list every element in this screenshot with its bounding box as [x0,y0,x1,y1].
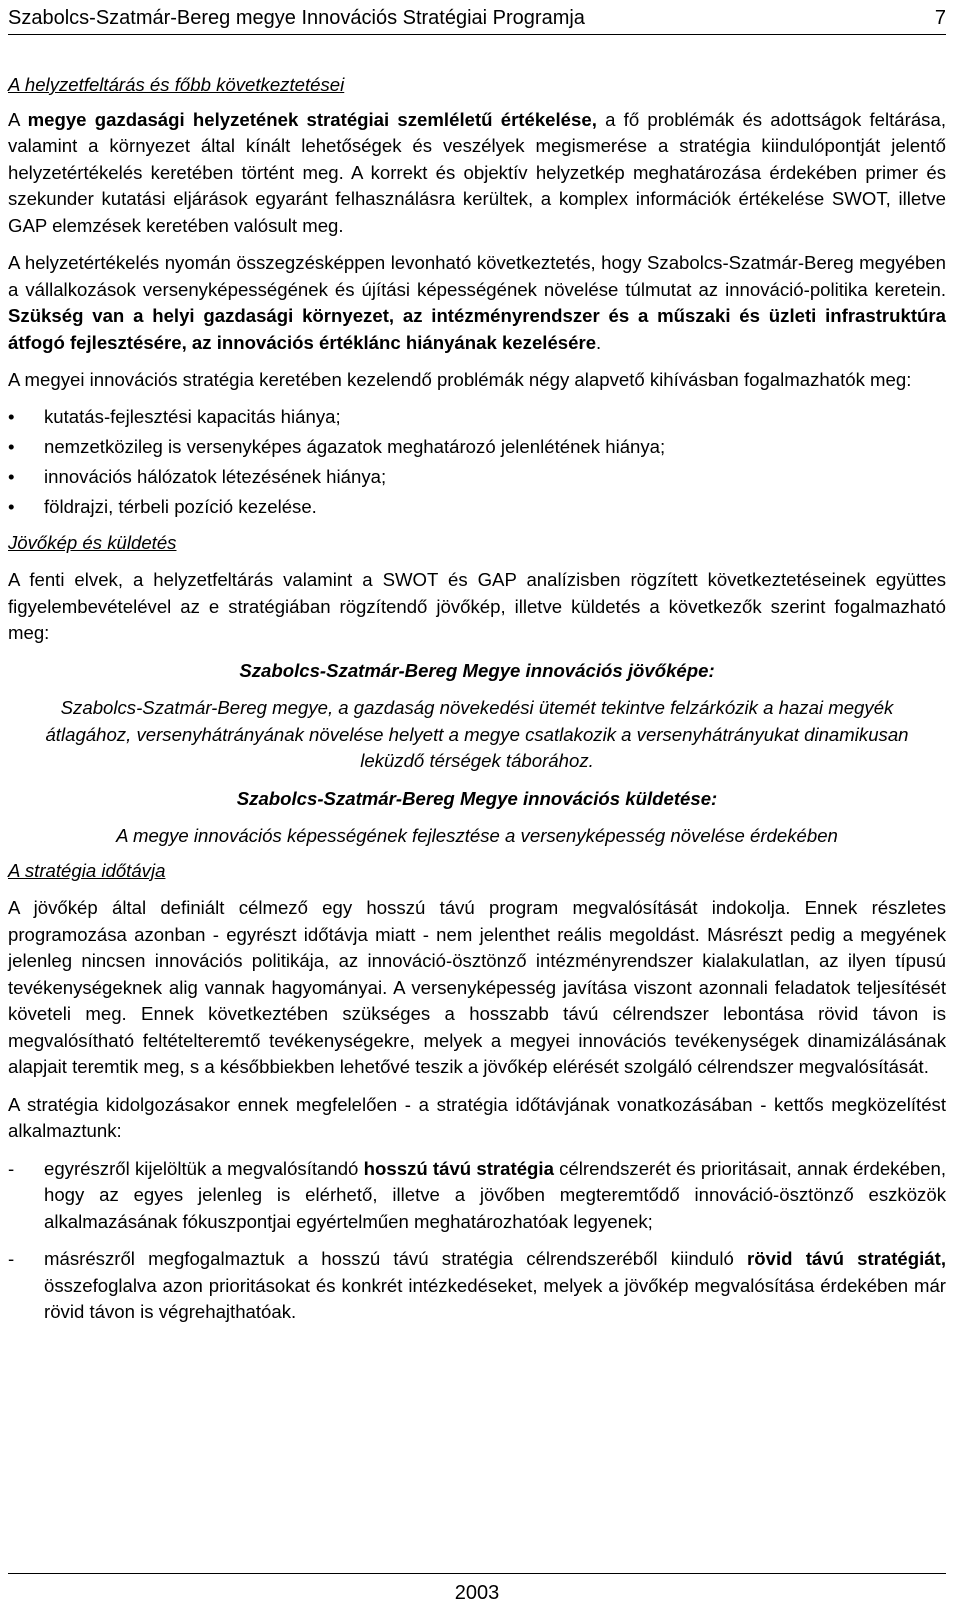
text-run: célrendszerét és prioritásait, annak érdekében, hogy az egyes jelenleg is elérhető, illetve a jövőben megteremtődő innováció-ösztönző eszközök alkalmazásának fókuszpontjai egyértelműen meghatározhatóak legyenek; [44,1157,946,1232]
list-item-text [44,1156,946,1236]
bold-run: rövid távú stratégiát, [747,1248,946,1269]
section-heading-timeframe: A stratégia időtávja [8,859,166,881]
bold-run: Szükség van a helyi gazdasági környezet, az intézményrendszer és a műszaki és üzleti infrastruktúra átfogó fejlesztésére, az innovációs értéklánc hiányának kezelésére [8,305,946,353]
list-item [8,432,946,462]
text-run: másrészről megfogalmaztuk a hosszú távú stratégia célrendszeréből kiinduló [44,1248,748,1269]
list-item-text [44,1246,946,1326]
dash-marker: - [8,1248,15,1269]
section-heading-situation: A helyzetfeltárás és főbb következtetései [8,74,345,95]
dash-marker: - [8,1157,15,1179]
paragraph-timeframe-2: A stratégia kidolgozásakor ennek megfelelően - a stratégia időtávjának vonatkozásában - kettős megközelítést alkalmaztunk: [8,1093,946,1141]
list-item [8,1246,946,1326]
bullet-icon: • [8,435,15,457]
document-title: Szabolcs-Szatmár-Bereg megye Innovációs Stratégiai Programja [8,6,585,29]
mission-text: A megye innovációs képességének fejlesztése a versenyképesség növelése érdekében [116,825,838,846]
text-run: A [8,108,28,130]
list-item [8,462,946,492]
paragraph-vision-intro: A fenti elvek, a helyzetfeltárás valamint a SWOT és GAP analízisben rögzített következtetéseinek együttes figyelembevételével az e stratégiában rögzítendő jövőkép, illetve küldetés a következők szerint fogalmazható meg: [8,569,946,643]
bullet-icon: • [8,495,15,517]
footer-year: 2003 [454,1582,500,1604]
list-item-text: nemzetközileg is versenyképes ágazatok meghatározó jelenlétének hiánya; [44,435,666,457]
paragraph-situation-1 [8,107,946,240]
section-heading-vision: Jövőkép és küldetés [8,531,177,553]
paragraph-situation-2 [8,250,946,356]
page-footer [8,1573,946,1613]
bullet-icon: • [8,465,15,487]
bullet-icon: • [8,405,15,427]
list-item [8,1156,946,1236]
bold-run: hosszú távú stratégia [363,1157,554,1179]
vision-title: Szabolcs-Szatmár-Bereg Megye innovációs jövőképe: [239,659,715,681]
page-header [8,2,946,35]
list-item [8,402,946,432]
list-item-text: földrajzi, térbeli pozíció kezelése. [44,495,317,517]
paragraph-challenges: A megyei innovációs stratégia keretében kezelendő problémák négy alapvető kihívásban fogalmazhatók meg: [8,369,912,390]
page-content [8,72,946,1326]
vision-text: Szabolcs-Szatmár-Bereg megye, a gazdaság növekedési ütemét tekintve felzárkózik a hazai megyék átlagához, versenyhátrányának növelése helyett a megye csatlakozik a versenyhátrányukat dinamikusan leküzdő térségek táborához. [45,697,909,771]
page-number: 7 [934,6,946,29]
list-item [8,492,946,522]
paragraph-timeframe-1: A jövőkép által definiált célmező egy hosszú távú program megvalósítását indokolja. Ennek részletes programozása azonban - egyrészt időtávja miatt - nem jelenthet reális megoldást. Másrészt pedig a megyének jelenleg nincsen innovációs politikája, az innováció-ösztönző intézményrendszer kialakulatlan, az ilyen típusú tevékenységeknek alig vannak hagyományai. A versenyképesség javítása viszont azonnali feladatok teljesítését követeli meg. Ennek következtében szükséges a hosszabb távú célrendszer lebontása rövid távon is megvalósítható feltételteremtő tevékenységekre, melyek a megyei innovációs tevékenységek dinamizálásának alapjait teremtik meg, s a későbbiekben lehetővé teszik a jövőkép elérését szolgáló célrendszer megvalósítását. [8,897,946,1077]
text-run: összefoglalva azon prioritásokat és konkrét intézkedéseket, melyek a jövőkép megvalósítása érdekében már rövid távon is végrehajthatóak. [44,1274,946,1322]
mission-title: Szabolcs-Szatmár-Bereg Megye innovációs küldetése: [236,787,718,809]
challenge-list [8,402,946,522]
list-item-text: kutatás-fejlesztési kapacitás hiánya; [44,405,341,427]
text-run: . [596,331,602,353]
text-run: A helyzetértékelés nyomán összegzésképpen levonható következtetés, hogy Szabolcs-Szatmár-Bereg megyében a vállalkozások versenyképességének és újítási képességének növelése túlmutat az innováció-politika keretein. [8,252,946,300]
list-item-text: innovációs hálózatok létezésének hiánya; [44,465,387,487]
text-run: a fő problémák és adottságok feltárása, valamint a környezet által kínált lehetőségek és veszélyek megismerése a stratégia kiindulópontját jelentő helyzetértékelés keretében történt meg. A korrekt és objektív helyzetkép meghatározása érdekében primer és szekunder kutatási eljárások egyaránt felhasználásra kerültek, a komplex információk értékelése SWOT, illetve GAP elemzések keretében valósult meg. [8,108,946,236]
text-run: egyrészről kijelöltük a megvalósítandó [44,1157,364,1179]
bold-run: megye gazdasági helyzetének stratégiai szemléletű értékelése, [27,108,597,130]
